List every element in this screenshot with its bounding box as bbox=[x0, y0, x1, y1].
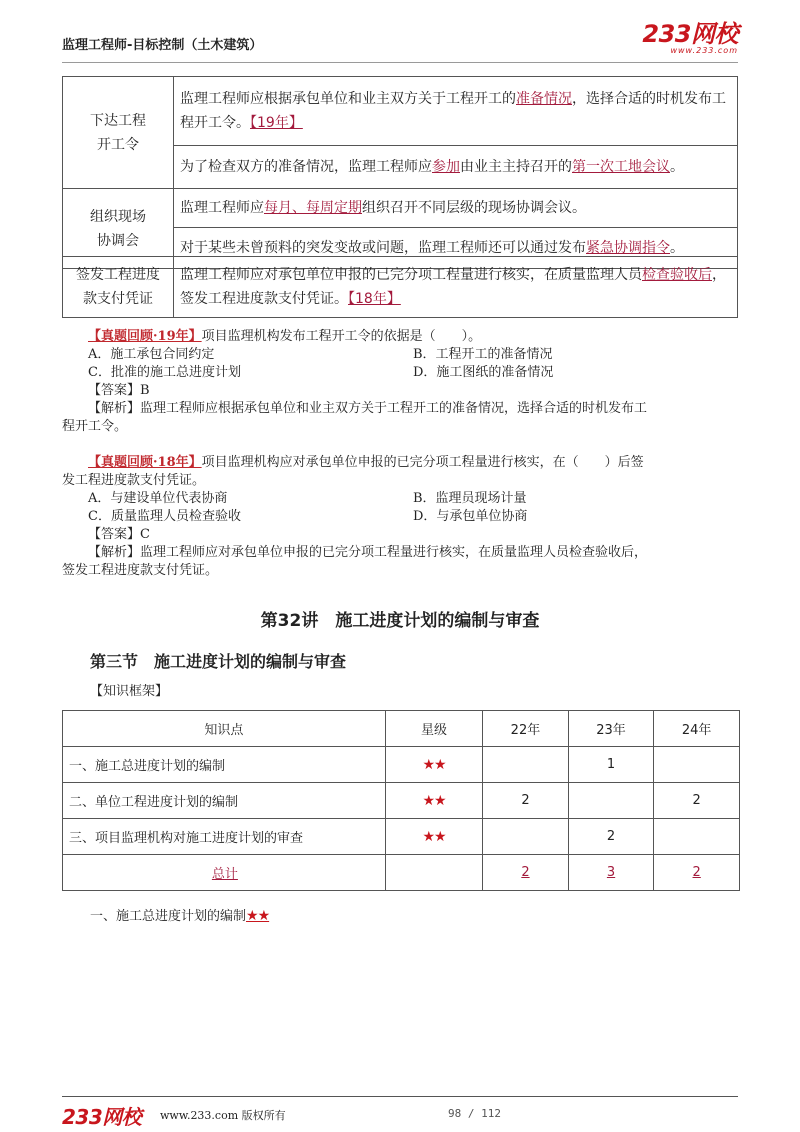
count-23: 1 bbox=[568, 747, 654, 783]
option-d: D．施工图纸的准备情况 bbox=[413, 365, 554, 380]
topic-cell: 二、单位工程进度计划的编制 bbox=[63, 783, 386, 819]
highlight-text: 准备情况 bbox=[516, 91, 572, 107]
answer: 【答案】C bbox=[88, 527, 150, 542]
count-22 bbox=[483, 747, 569, 783]
row-label-coordination: 组织现场 协调会 bbox=[63, 189, 174, 269]
option-c: C．质量监理人员检查验收 bbox=[88, 509, 241, 524]
framework-label: 【知识框架】 bbox=[90, 684, 169, 699]
total-link[interactable]: 总计 bbox=[211, 867, 238, 882]
count-24 bbox=[654, 819, 740, 855]
duties-table-1 bbox=[62, 76, 738, 269]
analysis-cont: 签发工程进度款支付凭证。 bbox=[62, 563, 219, 578]
subheading: 一、施工总进度计划的编制★★ bbox=[90, 908, 270, 924]
star-icon: ★★ bbox=[422, 792, 446, 809]
total-23-link[interactable]: 3 bbox=[606, 865, 616, 880]
highlight-text: 参加 bbox=[432, 159, 460, 175]
cell-start-order-b: 为了检查双方的准备情况，监理工程师应参加由业主主持召开的第一次工地会议。 bbox=[174, 146, 738, 189]
table-row bbox=[63, 257, 738, 318]
lecture-title: 第32讲 施工进度计划的编制与审查 bbox=[260, 611, 540, 631]
highlight-text: 紧急协调指令 bbox=[586, 240, 670, 256]
option-d: D．与承包单位协商 bbox=[413, 509, 528, 524]
star-icon: ★★ bbox=[246, 908, 270, 924]
table-row bbox=[63, 189, 738, 228]
total-23 bbox=[568, 855, 654, 891]
option-b: B．监理员现场计量 bbox=[413, 491, 527, 506]
analysis: 【解析】监理工程师应根据承包单位和业主双方关于工程开工的准备情况，选择合适的时机发布工 bbox=[88, 401, 648, 416]
stars-cell bbox=[385, 783, 482, 819]
star-icon: ★★ bbox=[422, 828, 446, 845]
star-icon: ★★ bbox=[422, 756, 446, 773]
header-24: 24年 bbox=[654, 711, 740, 747]
options-row bbox=[62, 508, 738, 526]
row-label-start-order: 下达工程 开工令 bbox=[63, 77, 174, 189]
highlight-text: 第一次工地会议 bbox=[572, 159, 670, 175]
question-stem: 【真题回顾·19年】项目监理机构发布工程开工令的依据是（ ）。 bbox=[88, 329, 482, 344]
header-22: 22年 bbox=[483, 711, 569, 747]
count-23 bbox=[568, 783, 654, 819]
stars-cell bbox=[385, 855, 482, 891]
option-c: C．批准的施工总进度计划 bbox=[88, 365, 241, 380]
topic-cell: 一、施工总进度计划的编制 bbox=[63, 747, 386, 783]
question-19 bbox=[62, 328, 738, 436]
table-header-row bbox=[63, 711, 740, 747]
count-23: 2 bbox=[568, 819, 654, 855]
count-22: 2 bbox=[483, 783, 569, 819]
cell-payment: 监理工程师应对承包单位申报的已完分项工程量进行核实，在质量监理人员检查验收后，签发工程进度款支付凭证。【18年】 bbox=[174, 257, 738, 318]
options-row bbox=[62, 346, 738, 364]
question-tag: 【真题回顾·18年】 bbox=[88, 455, 202, 470]
options-row bbox=[62, 364, 738, 382]
knowledge-table bbox=[62, 710, 740, 891]
cell-start-order-a: 监理工程师应根据承包单位和业主双方关于工程开工的准备情况，选择合适的时机发布工程开工令。【19年】 bbox=[174, 77, 738, 146]
footer-logo: 233网校 bbox=[62, 1105, 142, 1129]
count-24 bbox=[654, 747, 740, 783]
total-label-cell bbox=[63, 855, 386, 891]
options-row bbox=[62, 490, 738, 508]
analysis-cont: 程开工令。 bbox=[62, 419, 128, 434]
document-title: 监理工程师-目标控制（土木建筑） bbox=[62, 38, 263, 53]
option-a: A．施工承包合同约定 bbox=[88, 347, 215, 362]
table-row bbox=[63, 747, 740, 783]
table-row bbox=[63, 783, 740, 819]
year-tag: 【19年】 bbox=[250, 115, 303, 131]
question-18 bbox=[62, 454, 738, 580]
section-title: 第三节 施工进度计划的编制与审查 bbox=[90, 652, 347, 671]
highlight-text: 检查验收后 bbox=[642, 267, 712, 283]
option-a: A．与建设单位代表协商 bbox=[88, 491, 228, 506]
total-22-link[interactable]: 2 bbox=[521, 865, 530, 880]
header-stars: 星级 bbox=[385, 711, 482, 747]
page-header bbox=[62, 20, 738, 63]
logo-url: www.233.com bbox=[670, 46, 738, 55]
cell-coordination-b: 对于某些未曾预料的突发变故或问题，监理工程师还可以通过发布紧急协调指令。 bbox=[174, 228, 738, 269]
question-stem-cont: 发工程进度款支付凭证。 bbox=[62, 473, 206, 488]
row-label-payment: 签发工程进度 款支付凭证 bbox=[63, 257, 174, 318]
count-24: 2 bbox=[654, 783, 740, 819]
year-tag: 【18年】 bbox=[348, 291, 401, 307]
copyright-text: www.233.com 版权所有 bbox=[160, 1109, 286, 1122]
stars-cell bbox=[385, 819, 482, 855]
table-row bbox=[63, 77, 738, 146]
table-total-row bbox=[63, 855, 740, 891]
total-22 bbox=[483, 855, 569, 891]
question-tag: 【真题回顾·19年】 bbox=[88, 329, 202, 344]
cell-coordination-a: 监理工程师应每月、每周定期组织召开不同层级的现场协调会议。 bbox=[174, 189, 738, 228]
total-24-link[interactable]: 2 bbox=[692, 865, 701, 880]
highlight-text: 每月、每周定期 bbox=[264, 200, 362, 216]
topic-cell: 三、项目监理机构对施工进度计划的审查 bbox=[63, 819, 386, 855]
logo-text: 233网校 bbox=[642, 20, 738, 48]
option-b: B．工程开工的准备情况 bbox=[413, 347, 553, 362]
stars-cell bbox=[385, 747, 482, 783]
table-row bbox=[63, 819, 740, 855]
brand-logo bbox=[642, 22, 738, 55]
page-number: 98 / 112 bbox=[448, 1107, 501, 1120]
page-footer bbox=[62, 1096, 738, 1129]
analysis: 【解析】监理工程师应对承包单位申报的已完分项工程量进行核实，在质量监理人员检查验收后， bbox=[88, 545, 648, 560]
question-stem: 【真题回顾·18年】项目监理机构应对承包单位申报的已完分项工程量进行核实，在（ ）后签 bbox=[88, 455, 644, 470]
total-24 bbox=[654, 855, 740, 891]
answer: 【答案】B bbox=[88, 383, 150, 398]
duties-table-2 bbox=[62, 256, 738, 318]
count-22 bbox=[483, 819, 569, 855]
header-topic: 知识点 bbox=[63, 711, 386, 747]
header-23: 23年 bbox=[568, 711, 654, 747]
